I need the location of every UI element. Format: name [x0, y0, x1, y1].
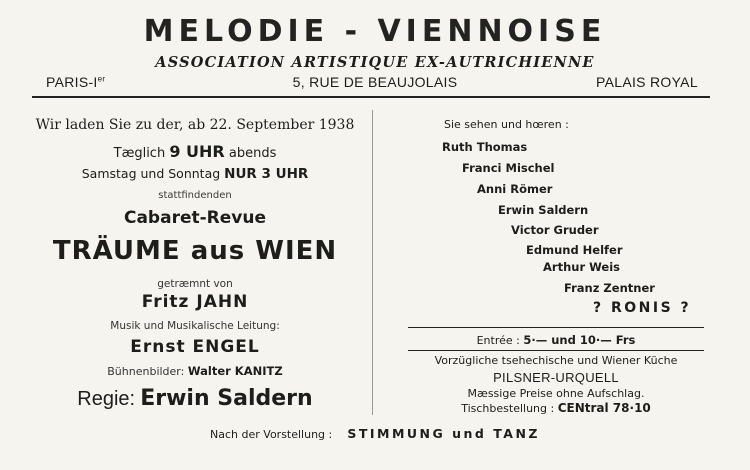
cast-member: Erwin Saldern: [498, 203, 589, 217]
invitation-text: Wir laden Sie zu der, ab 22. September 1938: [35, 117, 355, 133]
entree-rule-top: [408, 327, 704, 328]
after-show-program: STIMMUNG und TANZ: [347, 426, 540, 441]
director-credit: [30, 386, 360, 411]
address-venue: PALAIS ROYAL: [596, 74, 698, 90]
entree-rule-bottom: [408, 350, 704, 351]
address-city: [46, 74, 105, 90]
cast-member: Anni Römer: [477, 182, 553, 196]
held-text: stattfindenden: [158, 190, 232, 201]
cast-member: Franci Mischel: [462, 161, 555, 175]
kitchen-text: Vorzügliche tsehechische und Wiener Küche: [434, 354, 678, 367]
booking-line: [408, 401, 704, 415]
entree-label: Entrée :: [476, 334, 520, 347]
composer-name: Ernst ENGEL: [130, 337, 260, 357]
footer-line: [0, 423, 750, 442]
weekend-time: NUR 3 UHR: [224, 166, 309, 182]
address-street: 5, RUE DE BEAUJOLAIS: [292, 74, 458, 90]
daily-time: 9 UHR: [169, 142, 225, 161]
address-city-sup: er: [97, 74, 106, 84]
column-divider: [372, 110, 373, 415]
weekend-label: Samstag und Sonntag: [81, 166, 221, 181]
author-name: Fritz JAHN: [141, 292, 249, 312]
daily-suffix: abends: [228, 146, 277, 161]
cast-intro: Sie sehen und hœren :: [444, 118, 569, 131]
show-genre: Cabaret-Revue: [123, 208, 267, 228]
cast-member: Franz Zentner: [564, 281, 655, 295]
daily-label: Tæglich: [113, 146, 166, 161]
cast-member: Victor Gruder: [511, 223, 599, 237]
entree-price-line: [408, 333, 704, 347]
stage-design-credit: [30, 364, 360, 378]
cast-member: Edmund Helfer: [526, 243, 623, 257]
stage-designer-name: Walter KANITZ: [187, 364, 283, 378]
weekend-showtime: [30, 166, 360, 182]
beer-name: PILSNER-URQUELL: [493, 370, 619, 385]
cast-member: Ruth Thomas: [442, 140, 528, 154]
featured-performer: ? RONIS ?: [593, 300, 692, 316]
stage-design-label: Bühnenbilder:: [107, 365, 185, 378]
booking-phone: CENtral 78·10: [557, 401, 651, 415]
prices-text: Mæssige Preise ohne Aufschlag.: [467, 387, 645, 400]
cast-member: Arthur Weis: [543, 260, 620, 274]
daily-showtime: [30, 142, 360, 161]
written-by-label: getræmnt von: [157, 278, 233, 290]
after-show-label: Nach der Vorstellung :: [210, 428, 333, 441]
page-title: MELODIE - VIENNOISE: [143, 14, 607, 49]
header-divider: [32, 96, 710, 98]
music-label: Musik und Musikalische Leitung:: [110, 320, 280, 332]
booking-label: Tischbestellung :: [461, 402, 555, 415]
show-title: TRÄUME aus WIEN: [52, 236, 338, 266]
director-label: Regie:: [77, 388, 136, 410]
address-city-text: PARIS-I: [46, 74, 98, 90]
entree-price: 5·— und 10·— Frs: [523, 333, 636, 347]
director-name: Erwin Saldern: [140, 386, 313, 411]
association-subtitle: ASSOCIATION ARTISTIQUE EX-AUTRICHIENNE: [155, 54, 595, 71]
